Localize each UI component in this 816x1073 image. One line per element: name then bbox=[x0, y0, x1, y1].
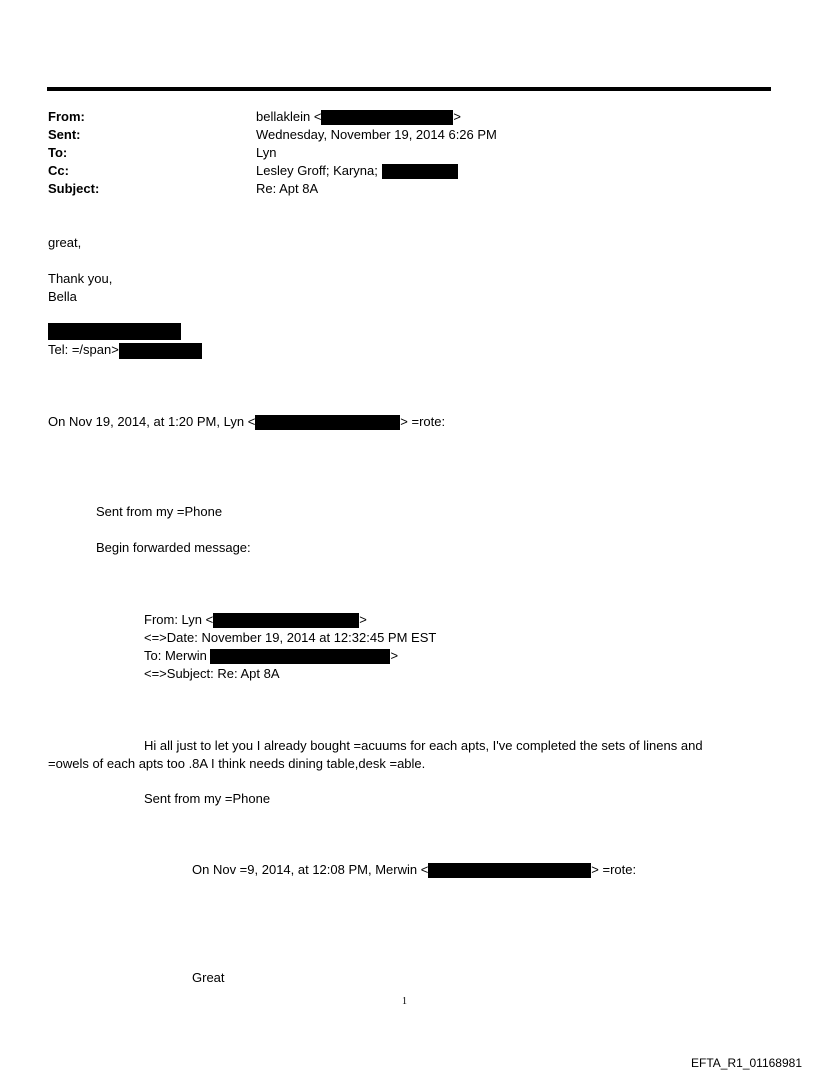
redaction bbox=[48, 323, 181, 340]
quote1-sent-from: Sent from my =Phone bbox=[96, 504, 223, 519]
header-rule bbox=[47, 87, 771, 91]
sent-value: Wednesday, November 19, 2014 6:26 PM bbox=[256, 127, 497, 142]
from-name: bellaklein < bbox=[256, 109, 322, 124]
redaction bbox=[119, 343, 202, 359]
fwd-date: <=>Date: November 19, 2014 at 12:32:45 PM EST bbox=[144, 630, 437, 645]
quote1-intro bbox=[48, 414, 445, 430]
tel-label: Tel: =/span> bbox=[48, 342, 119, 357]
body-tel bbox=[48, 342, 202, 359]
quote2-intro-end: > =rote: bbox=[591, 862, 637, 877]
fwd-subject: <=>Subject: Re: Apt 8A bbox=[144, 666, 280, 681]
quote2-intro-text: On Nov =9, 2014, at 12:08 PM, Merwin < bbox=[192, 862, 429, 877]
sent-label: Sent: bbox=[48, 127, 81, 142]
from-bracket: > bbox=[453, 109, 461, 124]
redaction bbox=[321, 110, 453, 125]
quote1-intro-text: On Nov 19, 2014, at 1:20 PM, Lyn < bbox=[48, 414, 256, 429]
subject-value: Re: Apt 8A bbox=[256, 181, 319, 196]
cc-value bbox=[256, 163, 458, 179]
redaction bbox=[255, 415, 400, 430]
fwd-to bbox=[144, 648, 398, 664]
from-label: From: bbox=[48, 109, 85, 124]
document-id: EFTA_R1_01168981 bbox=[691, 1056, 802, 1070]
fwd-to-end: > bbox=[390, 648, 399, 663]
page-number: 1 bbox=[402, 996, 407, 1007]
subject-label: Subject: bbox=[48, 181, 100, 196]
body-line-great: great, bbox=[48, 235, 82, 250]
body-line-signature: Bella bbox=[48, 289, 77, 304]
quote2-intro bbox=[192, 862, 636, 878]
quote1-intro-end: > =rote: bbox=[400, 414, 446, 429]
to-label: To: bbox=[48, 145, 68, 160]
fwd-sent-from: Sent from my =Phone bbox=[144, 791, 271, 806]
cc-names: Lesley Groff; Karyna; bbox=[256, 163, 378, 178]
from-value bbox=[256, 109, 461, 125]
quote1-begin-forwarded: Begin forwarded message: bbox=[96, 540, 251, 555]
fwd-message-line2: =owels of each apts too .8A I think needs dining table,desk =able. bbox=[48, 756, 426, 771]
redaction bbox=[382, 164, 458, 179]
cc-label: Cc: bbox=[48, 163, 69, 178]
fwd-from-text: From: Lyn < bbox=[144, 612, 214, 627]
redaction bbox=[428, 863, 591, 878]
redaction bbox=[213, 613, 359, 628]
body-line-thanks: Thank you, bbox=[48, 271, 113, 286]
redaction bbox=[210, 649, 390, 664]
quote2-great: Great bbox=[192, 970, 225, 985]
fwd-from bbox=[144, 612, 367, 628]
fwd-message-line1: Hi all just to let you I already bought =acuums for each apts, I've completed the sets of linens and bbox=[144, 738, 703, 753]
to-value: Lyn bbox=[256, 145, 277, 160]
fwd-from-end: > bbox=[359, 612, 367, 627]
fwd-to-text: To: Merwin bbox=[144, 648, 207, 663]
